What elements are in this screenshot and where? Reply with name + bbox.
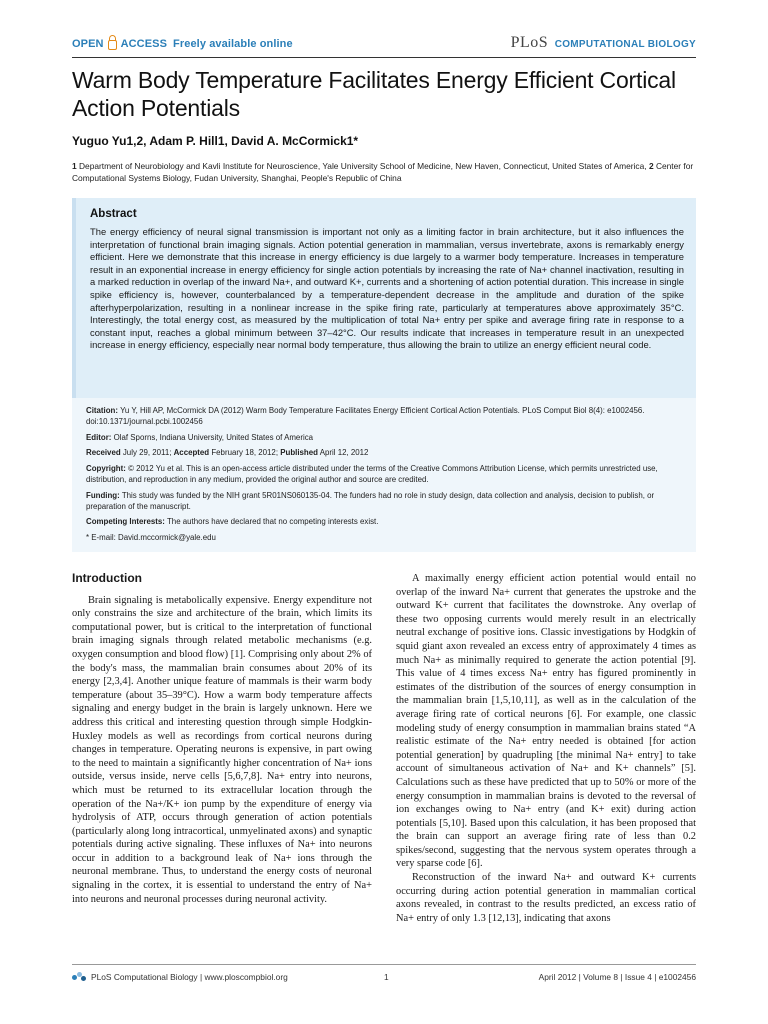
editor-text: Olaf Sporns, Indiana University, United States of America <box>113 432 314 442</box>
editor-label: Editor: <box>86 432 112 442</box>
dates-line <box>86 448 684 459</box>
citation-text: Yu Y, Hill AP, McCormick DA (2012) Warm Body Temperature Facilitates Energy Efficient Cortical Action Potentials. PLoS Comput Biol 8(4): e1002456. doi:10.1371/journal.pcbi.1002456 <box>86 406 645 426</box>
footer-journal-text: PLoS Computational Biology | www.ploscompbiol.org <box>91 972 288 982</box>
citation-label: Citation: <box>86 406 118 415</box>
body-column-left <box>72 572 372 906</box>
page-number: 1 <box>384 972 389 982</box>
journal-logo <box>511 34 696 52</box>
copyright-text: © 2012 Yu et al. This is an open-access article distributed under the terms of the Creative Commons Attribution License, which permits unrestricted use, distribution, and reproduction in any medium, provided the original author and source are credited. <box>86 464 658 484</box>
received-date: July 29, 2011; <box>122 448 172 458</box>
open-access-badge <box>72 38 293 50</box>
access-label: ACCESS <box>120 38 168 50</box>
header-divider <box>72 57 696 58</box>
competing-label: Competing Interests: <box>86 517 165 527</box>
footer-issue: April 2012 | Volume 8 | Issue 4 | e1002456 <box>538 972 696 982</box>
introduction-heading: Introduction <box>72 571 142 585</box>
footer-divider <box>72 964 696 965</box>
journal-name: PLoS <box>510 34 549 51</box>
published-date: April 12, 2012 <box>319 448 369 458</box>
funding-line <box>86 491 684 513</box>
abstract-text: The energy efficiency of neural signal transmission is important not only as a limiting factor in brain architecture, but it also influences the interpretation of functional brain imaging signals. Action potential generation in mammalian, versus invertebrate, axons is remarkably energy efficient. Here we demonstrate that this increase in energy efficiency is due largely to a warmer body temperature. Increases in temperature result in an exponential increase in energy efficiency for single action potentials by increasing the rate of Na+ channel inactivation, resulting in a marked reduction in overlap of the inward Na+, and outward K+, currents and a shortening of action potential duration. This increase in single spike efficiency is, however, counterbalanced by a temperature-dependent decrease in the amplitude and duration of the spike afterhyperpolarization, resulting in a nonlinear increase in the spike firing rate, particularly at temperatures above approximately 35°C. Interestingly, the total energy cost, as measured by the multiplication of total Na+ entry per spike and average firing rate in response to a constant input, reaches a global minimum between 37–42°C. Our results indicate that increases in temperature result in an unexpected increase in energy efficiency, especially near normal body temperature, thus allowing the brain to utilize an energy efficient neural code. <box>90 226 684 351</box>
open-label: OPEN <box>72 38 104 50</box>
citation-line <box>86 406 684 428</box>
article-title: Warm Body Temperature Facilitates Energy Efficient Cortical Action Potentials <box>72 67 676 121</box>
affiliations <box>72 160 700 184</box>
intro-paragraph-3: Reconstruction of the inward Na+ and outward K+ currents occurring during action potential generation in mammalian cortical axons revealed, in contrast to the results predicted, an excess ratio of Na+ entry of only 1.3 [12,13], indicating that axons <box>396 872 696 924</box>
journal-header <box>72 34 696 56</box>
funding-label: Funding: <box>86 490 120 500</box>
author-list: Yuguo Yu1,2, Adam P. Hill1, David A. McCormick1* <box>72 134 359 148</box>
page-footer <box>72 972 696 986</box>
competing-text: The authors have declared that no competing interests exist. <box>166 517 379 527</box>
abstract-heading: Abstract <box>90 208 137 220</box>
affiliation-2: Center for Computational Systems Biology, Fudan University, Shanghai, People's Republic of China <box>72 161 694 183</box>
footer-journal <box>72 972 288 982</box>
body-column-right <box>396 572 696 925</box>
affiliation-1-number: 1 <box>72 161 77 171</box>
accepted-date: February 18, 2012; <box>211 448 279 458</box>
intro-paragraph-2: A maximally energy efficient action potential would entail no overlap of the inward Na+ current that generates the upstroke and the outward K+ current that facilitates the downstroke. Any overlap of these two opposing currents would merely result in an electrically neutral exchange of positive ions. Classic investigations by Hodgkin of squid giant axon revealed an excess entry of approximately 4 times as much Na+ as minimally required to generate the action potential [9]. This value of 4 times excess Na+ entry has figured prominently in estimates of the distribution of the sources of energy consumption in the mammalian brain [1,5,10,11], as well as in the calculation of the average firing rate of cortical neurons [6]. For example, one classic modeling study of energy consumption in mammalian brains stated “A realistic estimate of the Na+ entry needed is obtained [for action potential generation] by quadrupling [the minimal Na+ entry] to take account of simultaneous activation of Na+ and K+ channels” [5]. Calculations such as these have predicted that up to 50% or more of the energy consumption in mammalian brains is devoted to the reversal of ion exchanges owing to Na+ entry (and K+ exit) during action potentials [5,10]. Based upon this calculation, it has been proposed that the brain can support an average firing rate of less than 0.2 spikes/second, suggesting that the nervous system operates through a very sparse code [6]. <box>396 573 696 870</box>
intro-paragraph-1: Brain signaling is metabolically expensive. Energy expenditure not only constrains the size and architecture of the brain, which limits its computational power, but is critical to the interpretation of functional brain imaging signals through related metabolic mechanisms (e.g. oxygen consumption and blood flow) [1]. Comprising only about 2% of the body's mass, the mammalian brain consumes about 20% of its energy [2,3,4]. Another unique feature of mammals is their warm body temperature (about 35–39°C). How a warm body temperature affects signaling and energy budget in the brain is largely unknown. Here we address this critical and interesting question through simple Hodgkin-Huxley models as well as recordings from cortical neurons during changes in temperature. Operating neurons is expensive, in part owing to the need to maintain a significantly higher concentration of Na+ ions outside, versus inside, nerve cells [5,6,7,8]. Na+ entry into neurons, which must be returned to its extracellular location through the operation of the Na+/K+ ion pump by the expenditure of energy via hydrolysis of ATP, occurs through generation of action potentials (particularly along long intracortical, unmyelinated axons) and synaptic potentials during active signaling. These influxes of Na+ into neurons occur in addition to a background leak of Na+ ions through the neuronal membrane. Thus, to understand the energy costs of neuronal signaling in the cortex, it is essential to understand the entry of Na+ into neurons and neuronal processes during neuronal activity. <box>72 594 372 905</box>
freely-available-label: Freely available online <box>173 38 293 50</box>
citation-box <box>72 398 696 552</box>
editor-line <box>86 433 684 444</box>
open-lock-icon <box>108 40 117 50</box>
accepted-label: Accepted <box>173 448 210 458</box>
journal-subtitle: COMPUTATIONAL BIOLOGY <box>554 39 696 50</box>
copyright-line <box>86 464 684 486</box>
affiliation-1: Department of Neurobiology and Kavli Institute for Neuroscience, Yale University School of Medicine, New Haven, Connecticut, United States of America, <box>79 161 647 171</box>
competing-line <box>86 517 684 528</box>
funding-text: This study was funded by the NIH grant 5R01NS060135-04. The funders had no role in study design, data collection and analysis, decision to publish, or preparation of the manuscript. <box>86 490 655 511</box>
abstract-box <box>72 198 696 398</box>
copyright-label: Copyright: <box>86 464 126 474</box>
affiliation-2-number: 2 <box>648 161 654 171</box>
email-line: * E-mail: David.mccormick@yale.edu <box>86 533 216 543</box>
received-label: Received <box>86 448 121 458</box>
plos-logo-icon <box>72 972 86 982</box>
published-label: Published <box>280 448 318 458</box>
